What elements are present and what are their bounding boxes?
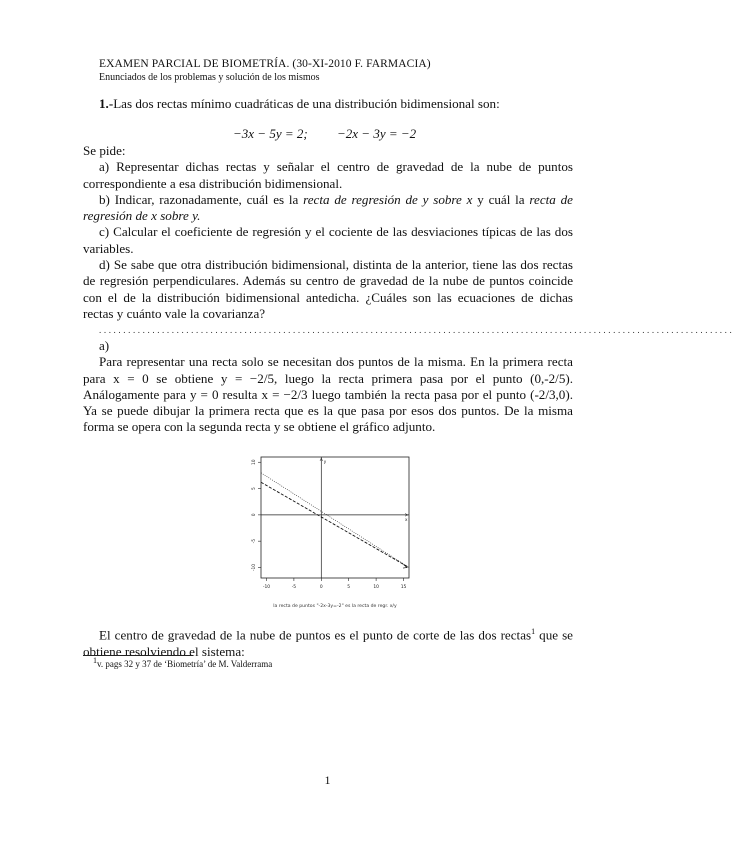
equation-2: −2x − 3y = −2: [337, 126, 417, 141]
y-tick-label: 5: [252, 487, 257, 490]
y-tick-label: 10: [252, 459, 257, 466]
series-line-1: [261, 482, 409, 567]
solution-a-text: Para representar una recta solo se necesitan dos puntos de la misma. En la primera recta para x = 0 se obtiene y = −2/5, luego la recta primera pasa por el punto (0,-2/5). Análogamente para y = 0 resulta x = −2/3 luego también la recta pasa por el punto (-2/3,0). Ya se puede dibujar la primera recta que es la que pasa por esos dos puntos. De la misma forma se opera con la segunda recta y se obtiene el gráfico adjunto.: [83, 354, 573, 435]
equation-1: −3x − 5y = 2;: [233, 126, 308, 141]
part-b-em-2: recta de regresión de x sobre y.: [83, 191, 573, 224]
problem-number: 1.-: [99, 96, 114, 111]
footnote: [93, 656, 272, 669]
axis-y-label: y: [323, 459, 327, 464]
part-c: c) Calcular el coeficiente de regresión y el cociente de las desviaciones típicas de las dos variables.: [83, 224, 573, 256]
part-b-text-2: y cuál la: [472, 191, 530, 207]
y-tick-label: 0: [252, 513, 257, 517]
regression-lines-chart: [240, 448, 420, 613]
x-ticks: [263, 578, 407, 590]
part-b: [83, 192, 573, 225]
chart-axes: [261, 457, 409, 578]
y-tick-label: -10: [252, 563, 257, 572]
centro-text: El centro de gravedad de la nube de puntos es el punto de corte de las dos rectas: [99, 627, 532, 643]
y-tick-label: -5: [252, 538, 257, 544]
dotted-separator: ...................................................................................................................................: [99, 325, 734, 335]
footnote-text: v. pags 32 y 37 de ‘Biometría’ de M. Valderrama: [97, 659, 273, 669]
centro-text-end: que se obtiene resolviendo el sistema:: [83, 627, 573, 659]
page-number: 1: [324, 773, 331, 787]
chart-xlabel: la recta de puntos "-2x-3y=-2" es la recta de regr. x/y: [273, 604, 397, 609]
se-pide: Se pide:: [83, 143, 126, 158]
footnote-mark: 1: [93, 656, 97, 665]
footnote-ref: 1: [531, 627, 536, 636]
problem-parts: [83, 143, 573, 322]
x-tick-label: 0: [319, 585, 323, 590]
x-tick-label: 15: [400, 585, 407, 590]
plot-frame: [261, 457, 409, 578]
problem-statement: [83, 96, 573, 112]
part-a: a) Representar dichas rectas y señalar el centro de gravedad de la nube de puntos correspondiente a esa distribución bidimensional.: [83, 159, 573, 191]
series-line-2: [261, 473, 409, 568]
part-b-text-1: b) Indicar, razonadamente, cuál es la: [99, 191, 304, 207]
x-tick-label: -10: [262, 585, 271, 590]
series-layer: [261, 473, 409, 568]
x-tick-label: 10: [373, 585, 379, 590]
problem-intro: Las dos rectas mínimo cuadráticas de una distribución bidimensional son:: [113, 96, 500, 111]
part-d: d) Se sabe que otra distribución bidimensional, distinta de la anterior, tiene las dos rectas de regresión perpendiculares. Además su centro de gravedad de la nube de puntos coincide con el de la distribución bidimensional antedicha. ¿Cuáles son las ecuaciones de dichas rectas y cuánto vale la covarianza?: [83, 257, 573, 321]
exam-title: EXAMEN PARCIAL DE BIOMETRÍA. (30-XI-2010 F. FARMACIA): [99, 58, 431, 70]
part-b-em-1: recta de regresión de y sobre x: [303, 191, 473, 207]
exam-subtitle: Enunciados de los problemas y solución de los mismos: [99, 72, 320, 83]
y-ticks: [251, 459, 261, 571]
axis-x-label: x: [405, 516, 408, 522]
solution-a: [83, 338, 573, 436]
x-tick-label: -5: [291, 585, 297, 590]
x-tick-label: 5: [347, 585, 351, 590]
solution-a-label: a): [99, 338, 110, 353]
